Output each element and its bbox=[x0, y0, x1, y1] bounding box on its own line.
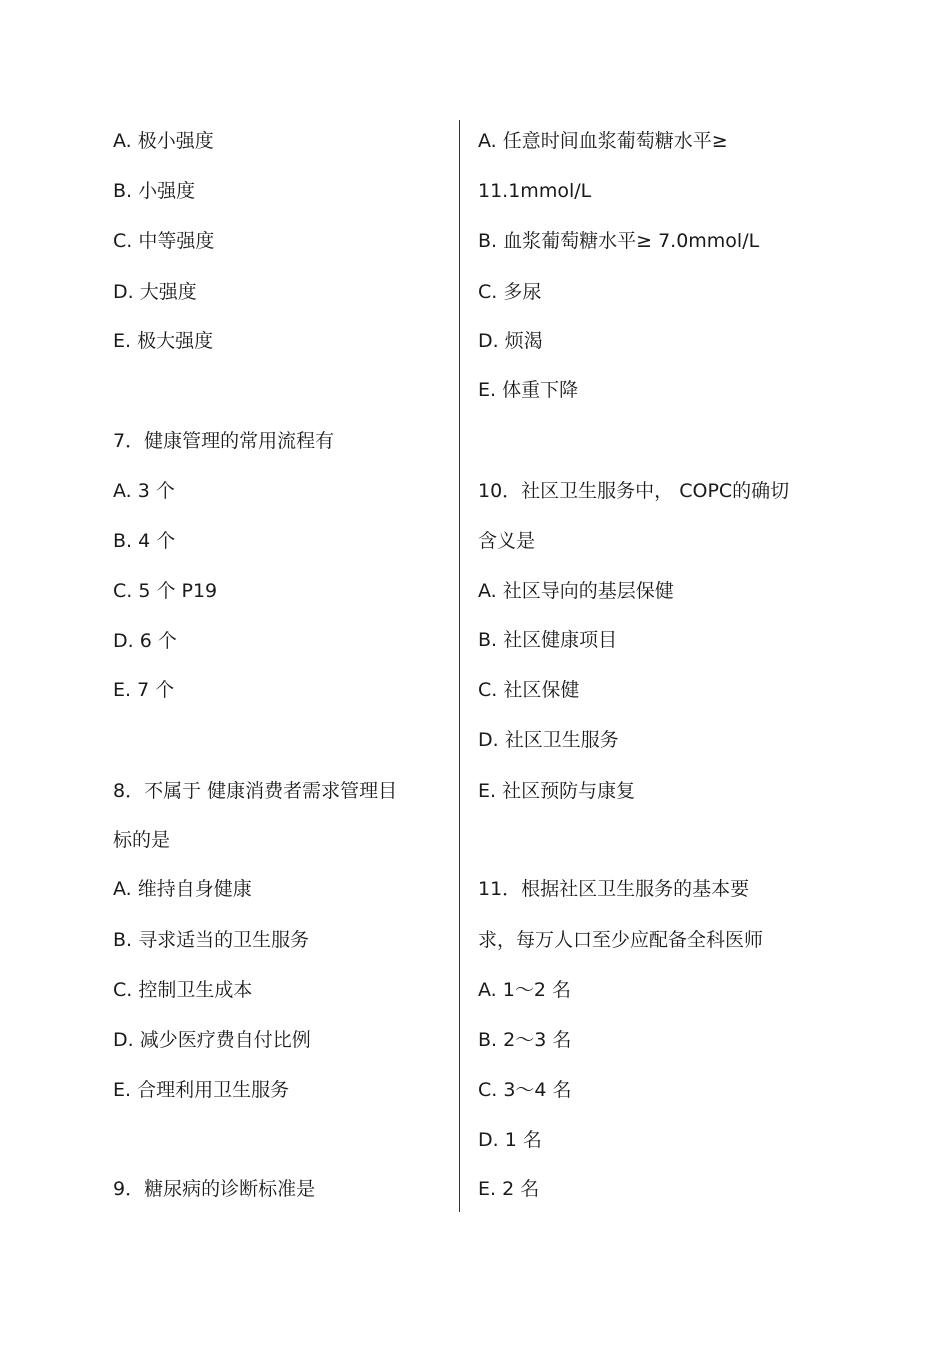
question-11: 11．根据社区卫生服务的基本要 bbox=[478, 878, 750, 900]
option-line: C. 中等强度 bbox=[113, 230, 215, 252]
option-line: E. 体重下降 bbox=[478, 379, 579, 401]
option-line: A. 任意时间血浆葡萄糖水平≥ bbox=[478, 130, 728, 152]
option-line: B. 社区健康项目 bbox=[478, 629, 618, 651]
option-line: C. 5 个 P19 bbox=[113, 580, 218, 602]
column-divider bbox=[459, 120, 460, 1212]
option-line: E. 7 个 bbox=[113, 679, 175, 701]
option-line: D. 大强度 bbox=[113, 281, 197, 303]
option-line: E. 社区预防与康复 bbox=[478, 780, 636, 802]
option-line: B. 2～3 名 bbox=[478, 1029, 572, 1051]
option-line: B. 小强度 bbox=[113, 180, 196, 202]
option-line-continued: 11.1mmol/L bbox=[478, 180, 592, 202]
option-line: D. 社区卫生服务 bbox=[478, 729, 619, 751]
option-line: A. 维持自身健康 bbox=[113, 878, 252, 900]
option-line: A. 极小强度 bbox=[113, 130, 214, 152]
question-7: 7．健康管理的常用流程有 bbox=[113, 430, 335, 452]
option-line: A. 1～2 名 bbox=[478, 979, 571, 1001]
option-line: A. 3 个 bbox=[113, 480, 175, 502]
option-line: E. 合理利用卫生服务 bbox=[113, 1079, 290, 1101]
option-line: D. 1 名 bbox=[478, 1129, 542, 1151]
option-line: B. 血浆葡萄糖水平≥ 7.0mmol/L bbox=[478, 230, 760, 252]
question-11-continued: 求，每万人口至少应配备全科医师 bbox=[478, 929, 764, 951]
option-line: D. 烦渴 bbox=[478, 330, 543, 352]
option-line: D. 减少医疗费自付比例 bbox=[113, 1029, 311, 1051]
option-line: B. 4 个 bbox=[113, 530, 176, 552]
option-line: C. 3～4 名 bbox=[478, 1079, 572, 1101]
option-line: D. 6 个 bbox=[113, 630, 177, 652]
option-line: A. 社区导向的基层保健 bbox=[478, 580, 674, 602]
question-10-continued: 含义是 bbox=[478, 530, 536, 552]
option-line: C. 控制卫生成本 bbox=[113, 979, 253, 1001]
question-8-continued: 标的是 bbox=[113, 829, 171, 851]
question-8: 8．不属于 健康消费者需求管理目 bbox=[113, 780, 398, 802]
question-10: 10．社区卫生服务中， COPC的确切 bbox=[478, 480, 790, 502]
option-line: C. 社区保健 bbox=[478, 679, 580, 701]
option-line: E. 极大强度 bbox=[113, 330, 214, 352]
option-line: E. 2 名 bbox=[478, 1178, 540, 1200]
question-9: 9．糖尿病的诊断标准是 bbox=[113, 1178, 316, 1200]
option-line: B. 寻求适当的卫生服务 bbox=[113, 929, 310, 951]
option-line: C. 多尿 bbox=[478, 281, 542, 303]
